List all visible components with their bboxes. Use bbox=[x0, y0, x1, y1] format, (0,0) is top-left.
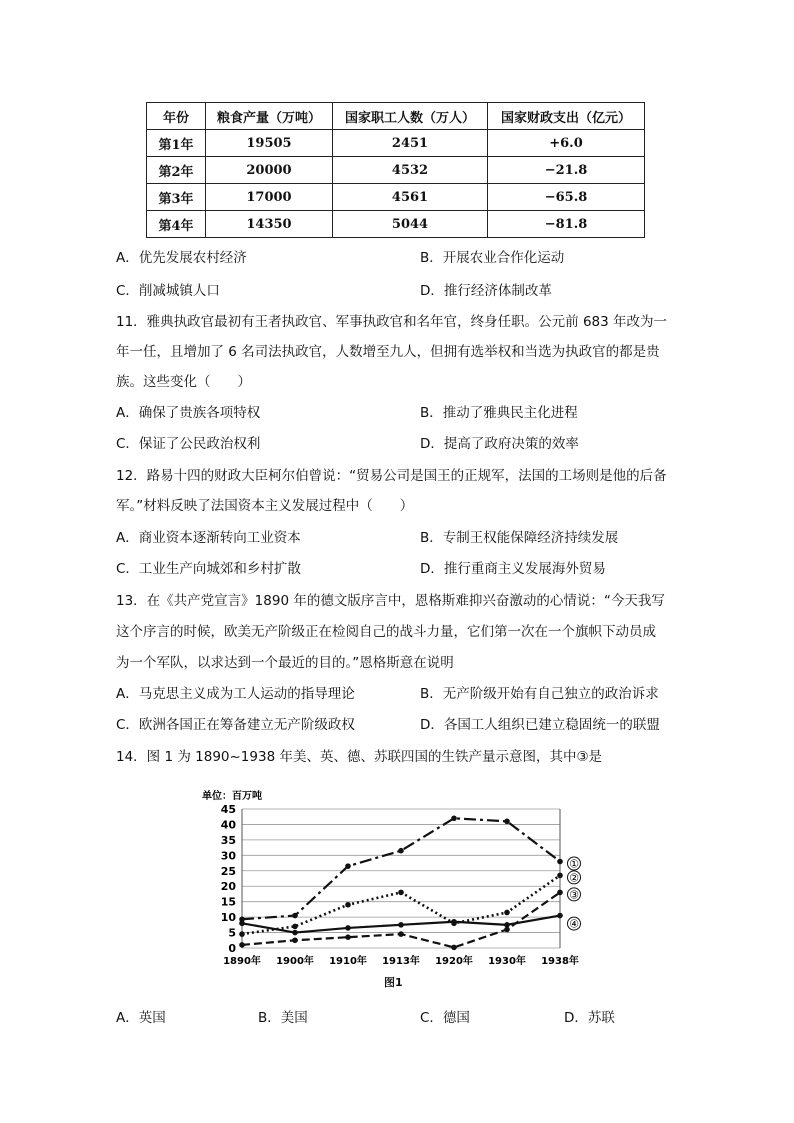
data-point bbox=[345, 925, 351, 931]
option-c[interactable]: C．保证了公民政治权利 bbox=[116, 436, 261, 452]
data-point bbox=[398, 922, 404, 928]
data-point bbox=[239, 920, 245, 926]
chart-series bbox=[239, 815, 580, 950]
data-point bbox=[557, 873, 563, 879]
option-a[interactable]: A．英国 bbox=[116, 1010, 166, 1026]
option-b[interactable]: B．开展农业合作化运动 bbox=[420, 250, 565, 266]
question-12-text: 12．路易十四的财政大臣柯尔伯曾说：“贸易公司是国王的正规军，法国的工场则是他的后备 bbox=[116, 468, 667, 484]
table-cell: 第2年 bbox=[147, 157, 206, 184]
table-cell: 第1年 bbox=[147, 130, 206, 157]
y-axis bbox=[221, 803, 237, 955]
table-header-cell: 国家职工人数（万人） bbox=[333, 103, 488, 130]
question-14-text: 14．图 1 为 1890~1938 年美、英、德、苏联四国的生铁产量示意图，其中③是 bbox=[116, 749, 603, 765]
table-row bbox=[147, 157, 645, 184]
table-cell: 17000 bbox=[206, 184, 333, 211]
table-row bbox=[147, 211, 645, 238]
option-c[interactable]: C．工业生产向城郊和乡村扩散 bbox=[116, 561, 301, 577]
data-point bbox=[239, 931, 245, 937]
table-header-cell: 年份 bbox=[147, 103, 206, 130]
option-a[interactable]: A．确保了贵族各项特权 bbox=[116, 405, 261, 421]
series-line bbox=[242, 818, 560, 919]
table-row bbox=[147, 130, 645, 157]
y-tick-label: 20 bbox=[220, 880, 236, 894]
data-point bbox=[239, 942, 245, 948]
x-tick-label: 1938年 bbox=[541, 956, 579, 967]
question-12-text: 军。”材料反映了法国资本主义发展过程中（ ） bbox=[116, 498, 414, 514]
y-tick-label: 0 bbox=[228, 942, 236, 955]
y-tick-label: 15 bbox=[220, 895, 236, 909]
y-tick-label: 5 bbox=[228, 926, 236, 940]
data-point bbox=[292, 913, 298, 919]
table-cell: −81.8 bbox=[488, 211, 645, 238]
data-point bbox=[345, 902, 351, 908]
table-cell: 14350 bbox=[206, 211, 333, 238]
option-d[interactable]: D．提高了政府决策的效率 bbox=[420, 436, 579, 452]
data-point bbox=[398, 890, 404, 896]
x-tick-label: 1900年 bbox=[276, 956, 314, 967]
question-11-text: 11．雅典执政官最初有王者执政官、军事执政官和名年官，终身任职。公元前 683 年改为一 bbox=[116, 314, 668, 330]
x-tick-label: 1910年 bbox=[329, 956, 367, 967]
table-header-cell: 国家财政支出（亿元） bbox=[488, 103, 645, 130]
x-tick-label: 1930年 bbox=[488, 956, 526, 967]
data-point bbox=[504, 819, 510, 825]
data-point bbox=[557, 859, 563, 865]
data-point bbox=[292, 937, 298, 943]
option-d[interactable]: D．各国工人组织已建立稳固统一的联盟 bbox=[420, 717, 660, 733]
option-d[interactable]: D．苏联 bbox=[564, 1010, 615, 1026]
pig-iron-chart bbox=[196, 785, 586, 970]
option-a[interactable]: A．马克思主义成为工人运动的指导理论 bbox=[116, 686, 355, 702]
table-header-row bbox=[147, 103, 645, 130]
question-13-text: 13．在《共产党宣言》1890 年的德文版序言中，恩格斯难抑兴奋激动的心情说：“今天我写 bbox=[116, 593, 665, 609]
data-point bbox=[451, 945, 457, 951]
question-13-text: 为一个军队，以求达到一个最近的目的。”恩格斯意在说明 bbox=[116, 655, 454, 671]
data-point bbox=[345, 934, 351, 940]
option-b[interactable]: B．推动了雅典民主化进程 bbox=[420, 405, 578, 421]
table-cell: 4532 bbox=[333, 157, 488, 184]
table-cell: 19505 bbox=[206, 130, 333, 157]
question-11-text: 年一任，且增加了 6 名司法执政官，人数增至九人，但拥有选举权和当选为执政官的都是贵 bbox=[116, 344, 660, 360]
y-tick-label: 45 bbox=[220, 803, 236, 816]
data-table bbox=[146, 102, 645, 238]
x-axis bbox=[223, 954, 579, 967]
table-cell: −21.8 bbox=[488, 157, 645, 184]
series-line bbox=[242, 892, 560, 947]
data-point bbox=[504, 922, 510, 928]
question-13-text: 这个序言的时候，欧美无产阶级正在检阅自己的战斗力量，它们第一次在一个旗帜下动员成 bbox=[116, 624, 656, 640]
data-point bbox=[292, 924, 298, 930]
option-a[interactable]: A．商业资本逐渐转向工业资本 bbox=[116, 530, 301, 546]
table-cell: 20000 bbox=[206, 157, 333, 184]
series-label: ② bbox=[569, 871, 579, 885]
x-tick-label: 1920年 bbox=[435, 956, 473, 967]
table-cell: +6.0 bbox=[488, 130, 645, 157]
x-tick-label: 1890年 bbox=[223, 956, 261, 967]
table-cell: 2451 bbox=[333, 130, 488, 157]
y-tick-label: 30 bbox=[220, 849, 236, 863]
data-point bbox=[398, 848, 404, 854]
y-tick-label: 25 bbox=[220, 864, 236, 878]
data-point bbox=[504, 910, 510, 916]
table-cell: 第4年 bbox=[147, 211, 206, 238]
data-point bbox=[292, 930, 298, 936]
data-point bbox=[557, 913, 563, 919]
table-row bbox=[147, 184, 645, 211]
y-tick-label: 10 bbox=[220, 911, 236, 925]
y-tick-label: 40 bbox=[220, 818, 236, 832]
option-c[interactable]: C．欧洲各国正在筹备建立无产阶级政权 bbox=[116, 717, 355, 733]
option-d[interactable]: D．推行重商主义发展海外贸易 bbox=[420, 561, 606, 577]
data-point bbox=[451, 815, 457, 821]
data-point bbox=[451, 919, 457, 925]
table-header-cell: 粮食产量（万吨） bbox=[206, 103, 333, 130]
table-cell: 第3年 bbox=[147, 184, 206, 211]
series-label: ④ bbox=[569, 917, 579, 931]
option-a[interactable]: A．优先发展农村经济 bbox=[116, 250, 247, 266]
figure-caption: 图1 bbox=[384, 976, 403, 989]
data-point bbox=[345, 863, 351, 869]
table-cell: 5044 bbox=[333, 211, 488, 238]
question-11-text: 族。这些变化（ ） bbox=[116, 374, 251, 390]
table-cell: −65.8 bbox=[488, 184, 645, 211]
unit-label: 单位：百万吨 bbox=[202, 791, 262, 802]
option-b[interactable]: B．美国 bbox=[258, 1010, 308, 1026]
data-point bbox=[557, 890, 563, 896]
table-cell: 4561 bbox=[333, 184, 488, 211]
option-b[interactable]: B．无产阶级开始有自己独立的政治诉求 bbox=[420, 686, 659, 702]
y-tick-label: 35 bbox=[220, 833, 236, 847]
series-label: ③ bbox=[569, 888, 579, 902]
option-c[interactable]: C．德国 bbox=[420, 1010, 470, 1026]
data-point bbox=[398, 931, 404, 937]
option-d[interactable]: D．推行经济体制改革 bbox=[420, 283, 552, 299]
series-label: ① bbox=[569, 857, 579, 871]
x-tick-label: 1913年 bbox=[382, 956, 420, 967]
option-b[interactable]: B．专制王权能保障经济持续发展 bbox=[420, 530, 619, 546]
option-c[interactable]: C．削减城镇人口 bbox=[116, 283, 220, 299]
